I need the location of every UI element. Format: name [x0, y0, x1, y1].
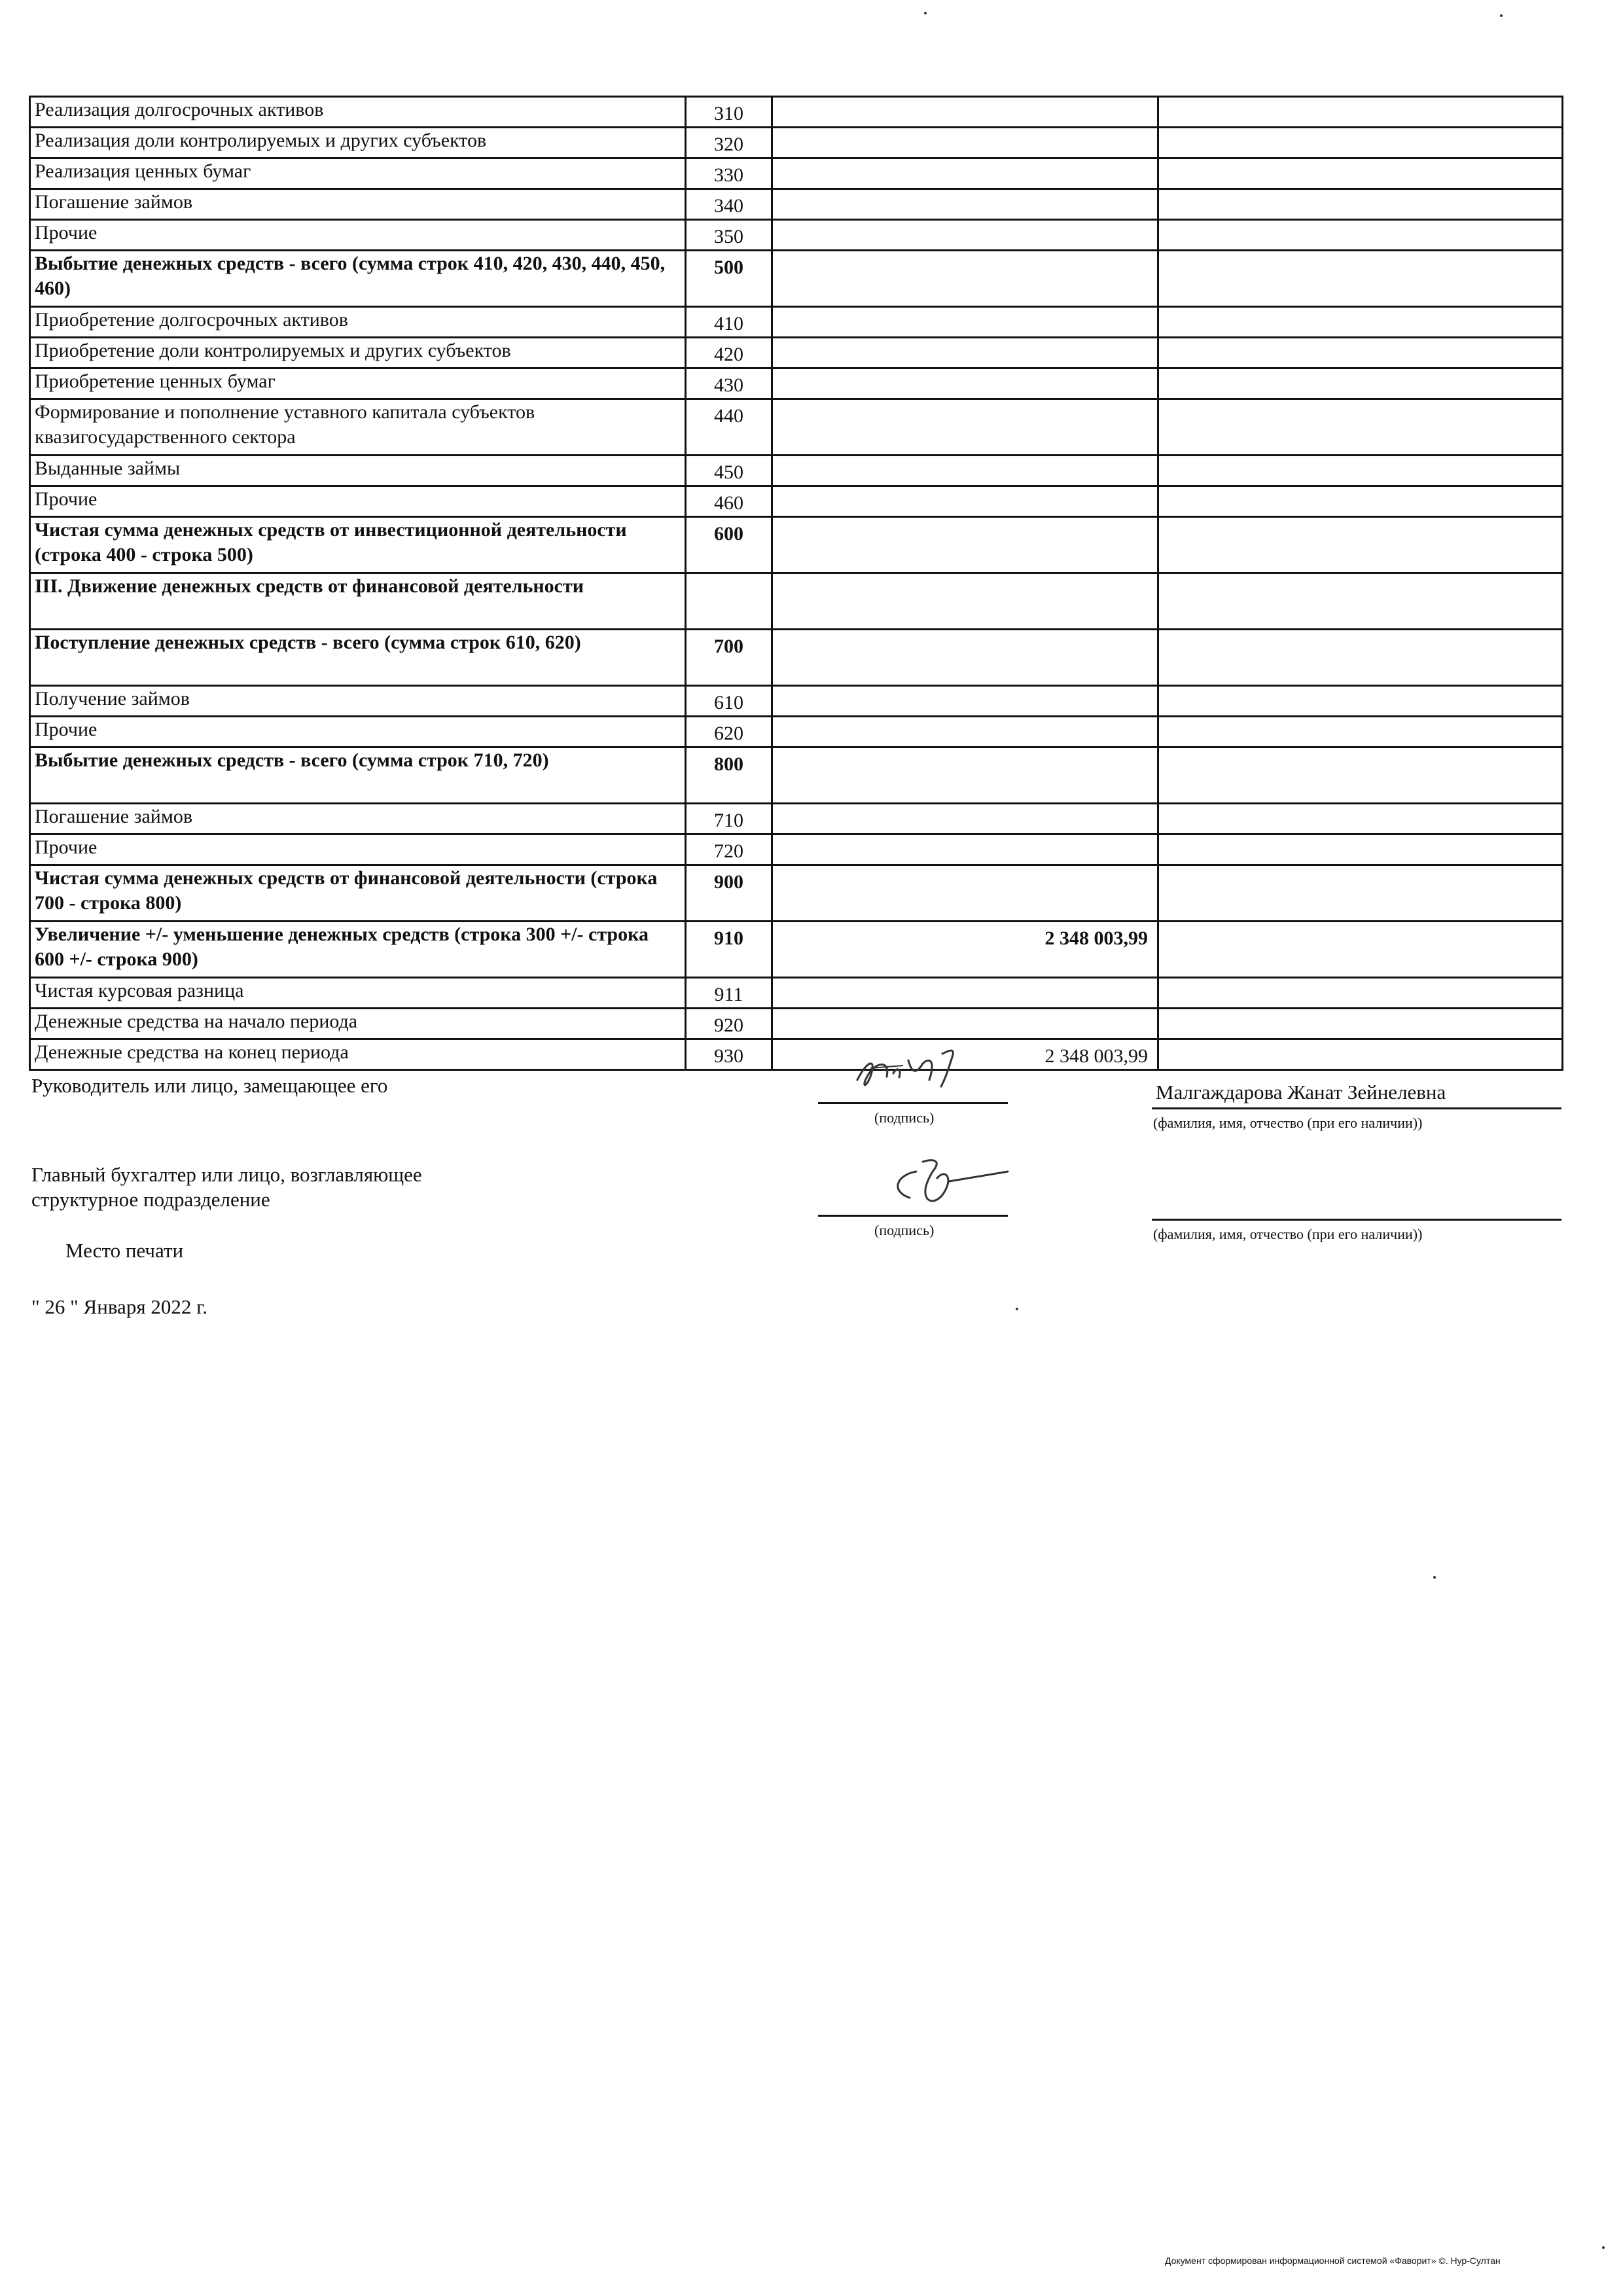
previous-period-cell — [1158, 486, 1563, 517]
row-code-cell: 920 — [686, 1009, 772, 1039]
head-signature-caption: (подпись) — [874, 1109, 935, 1126]
current-period-cell — [772, 1009, 1158, 1039]
current-period-cell — [772, 978, 1158, 1009]
row-label-cell: Погашение займов — [30, 804, 686, 834]
row-label-cell: Выбытие денежных средств - всего (сумма строк 710, 720) — [30, 747, 686, 804]
table-row — [30, 251, 1563, 307]
head-name-caption: (фамилия, имя, отчество (при его наличии)) — [1153, 1115, 1423, 1131]
row-label-cell: Денежные средства на начало периода — [30, 1009, 686, 1039]
table-row — [30, 686, 1563, 717]
previous-period-cell — [1158, 1039, 1563, 1070]
previous-period-cell — [1158, 630, 1563, 686]
row-label-cell: Реализация ценных бумаг — [30, 158, 686, 189]
previous-period-cell — [1158, 517, 1563, 573]
current-period-cell — [772, 338, 1158, 368]
table-row — [30, 338, 1563, 368]
current-period-cell — [772, 158, 1158, 189]
row-label-cell: Выбытие денежных средств - всего (сумма строк 410, 420, 430, 440, 450, 460) — [30, 251, 686, 307]
row-label-cell: Прочие — [30, 486, 686, 517]
row-code-cell: 330 — [686, 158, 772, 189]
row-code-cell: 911 — [686, 978, 772, 1009]
table-row — [30, 97, 1563, 128]
head-name-line — [1152, 1107, 1561, 1109]
current-period-cell — [772, 97, 1158, 128]
table-row — [30, 158, 1563, 189]
table-row — [30, 865, 1563, 922]
row-label-cell: Чистая курсовая разница — [30, 978, 686, 1009]
table-row — [30, 517, 1563, 573]
row-label-cell: III. Движение денежных средств от финансовой деятельности — [30, 573, 686, 630]
accountant-name-caption: (фамилия, имя, отчество (при его наличии)) — [1153, 1226, 1423, 1242]
current-period-cell — [772, 717, 1158, 747]
scan-speck — [1433, 1576, 1436, 1579]
previous-period-cell — [1158, 717, 1563, 747]
current-period-cell — [772, 747, 1158, 804]
row-code-cell: 460 — [686, 486, 772, 517]
row-label-cell: Реализация долгосрочных активов — [30, 97, 686, 128]
row-code-cell: 700 — [686, 630, 772, 686]
row-code-cell: 720 — [686, 834, 772, 865]
current-period-cell — [772, 456, 1158, 486]
table-row — [30, 717, 1563, 747]
row-code-cell: 710 — [686, 804, 772, 834]
table-row — [30, 573, 1563, 630]
previous-period-cell — [1158, 865, 1563, 922]
current-period-cell — [772, 368, 1158, 399]
accountant-signature-caption: (подпись) — [874, 1222, 935, 1238]
current-period-cell — [772, 834, 1158, 865]
previous-period-cell — [1158, 747, 1563, 804]
row-code-cell: 340 — [686, 189, 772, 220]
previous-period-cell — [1158, 686, 1563, 717]
row-code-cell: 610 — [686, 686, 772, 717]
current-period-cell — [772, 128, 1158, 158]
scan-speck — [924, 12, 927, 14]
table-row — [30, 922, 1563, 978]
row-code-cell: 620 — [686, 717, 772, 747]
previous-period-cell — [1158, 368, 1563, 399]
current-period-cell — [772, 573, 1158, 630]
row-code-cell: 320 — [686, 128, 772, 158]
row-label-cell: Денежные средства на конец периода — [30, 1039, 686, 1070]
footer-note: Документ сформирован информационной системой «Фаворит» ©. Нур-Султан — [1165, 2255, 1501, 2266]
table-row — [30, 1039, 1563, 1070]
row-label-cell: Приобретение ценных бумаг — [30, 368, 686, 399]
row-label-cell: Приобретение долгосрочных активов — [30, 307, 686, 338]
row-code-cell: 350 — [686, 220, 772, 251]
previous-period-cell — [1158, 338, 1563, 368]
row-label-cell: Прочие — [30, 220, 686, 251]
previous-period-cell — [1158, 399, 1563, 456]
row-code-cell: 500 — [686, 251, 772, 307]
head-signature-line — [818, 1102, 1008, 1104]
table-row — [30, 834, 1563, 865]
accountant-signature-line — [818, 1215, 1008, 1217]
row-label-cell: Выданные займы — [30, 456, 686, 486]
table-row — [30, 128, 1563, 158]
row-code-cell: 800 — [686, 747, 772, 804]
current-period-cell — [772, 220, 1158, 251]
current-period-cell — [772, 399, 1158, 456]
previous-period-cell — [1158, 128, 1563, 158]
accountant-title-line-1: Главный бухгалтер или лицо, возглавляющее — [31, 1163, 422, 1186]
scan-speck — [1602, 2246, 1605, 2249]
accountant-title-line-2: структурное подразделение — [31, 1188, 270, 1211]
cash-flow-table — [29, 96, 1563, 1071]
row-label-cell: Чистая сумма денежных средств от финансовой деятельности (строка 700 - строка 800) — [30, 865, 686, 922]
row-label-cell: Поступление денежных средств - всего (сумма строк 610, 620) — [30, 630, 686, 686]
table-row — [30, 630, 1563, 686]
row-label-cell: Реализация доли контролируемых и других субъектов — [30, 128, 686, 158]
table-row — [30, 399, 1563, 456]
row-code-cell: 420 — [686, 338, 772, 368]
scan-speck — [1500, 14, 1503, 17]
current-period-cell — [772, 865, 1158, 922]
row-label-cell: Получение займов — [30, 686, 686, 717]
current-period-cell — [772, 630, 1158, 686]
head-name: Малгаждарова Жанат Зейнелевна — [1156, 1081, 1446, 1103]
accountant-name-line — [1152, 1219, 1561, 1221]
row-label-cell: Формирование и пополнение уставного капитала субъектов квазигосударственного сектора — [30, 399, 686, 456]
row-code-cell: 410 — [686, 307, 772, 338]
current-period-cell — [772, 307, 1158, 338]
table-row — [30, 456, 1563, 486]
scan-speck — [1016, 1308, 1018, 1310]
row-label-cell: Приобретение доли контролируемых и других субъектов — [30, 338, 686, 368]
current-period-cell — [772, 189, 1158, 220]
table-row — [30, 804, 1563, 834]
previous-period-cell — [1158, 158, 1563, 189]
stamp-place-label: Место печати — [65, 1239, 184, 1262]
current-period-cell — [772, 517, 1158, 573]
table-row — [30, 1009, 1563, 1039]
table-row — [30, 220, 1563, 251]
row-label-cell: Чистая сумма денежных средств от инвестиционной деятельности (строка 400 - строка 500) — [30, 517, 686, 573]
current-period-cell — [772, 251, 1158, 307]
head-signature-image — [831, 1041, 1001, 1100]
table-row — [30, 747, 1563, 804]
row-code-cell: 310 — [686, 97, 772, 128]
row-code-cell: 910 — [686, 922, 772, 978]
current-period-cell: 2 348 003,99 — [772, 1039, 1158, 1070]
accountant-signature-image — [870, 1145, 1041, 1217]
row-code-cell: 600 — [686, 517, 772, 573]
row-label-cell: Прочие — [30, 834, 686, 865]
previous-period-cell — [1158, 189, 1563, 220]
head-title: Руководитель или лицо, замещающее его — [31, 1074, 388, 1097]
previous-period-cell — [1158, 456, 1563, 486]
previous-period-cell — [1158, 804, 1563, 834]
row-label-cell: Прочие — [30, 717, 686, 747]
previous-period-cell — [1158, 978, 1563, 1009]
row-code-cell: 930 — [686, 1039, 772, 1070]
row-code-cell: 430 — [686, 368, 772, 399]
previous-period-cell — [1158, 922, 1563, 978]
row-label-cell: Увеличение +/- уменьшение денежных средств (строка 300 +/- строка 600 +/- строка 900) — [30, 922, 686, 978]
current-period-cell: 2 348 003,99 — [772, 922, 1158, 978]
document-date: " 26 " Января 2022 г. — [31, 1295, 208, 1318]
previous-period-cell — [1158, 307, 1563, 338]
previous-period-cell — [1158, 97, 1563, 128]
previous-period-cell — [1158, 220, 1563, 251]
previous-period-cell — [1158, 573, 1563, 630]
current-period-cell — [772, 486, 1158, 517]
previous-period-cell — [1158, 834, 1563, 865]
table-row — [30, 486, 1563, 517]
previous-period-cell — [1158, 251, 1563, 307]
previous-period-cell — [1158, 1009, 1563, 1039]
table-row — [30, 368, 1563, 399]
current-period-cell — [772, 686, 1158, 717]
row-code-cell: 450 — [686, 456, 772, 486]
row-code-cell: 440 — [686, 399, 772, 456]
row-code-cell: 900 — [686, 865, 772, 922]
row-label-cell: Погашение займов — [30, 189, 686, 220]
current-period-cell — [772, 804, 1158, 834]
row-code-cell — [686, 573, 772, 630]
table-row — [30, 978, 1563, 1009]
table-row — [30, 307, 1563, 338]
table-row — [30, 189, 1563, 220]
